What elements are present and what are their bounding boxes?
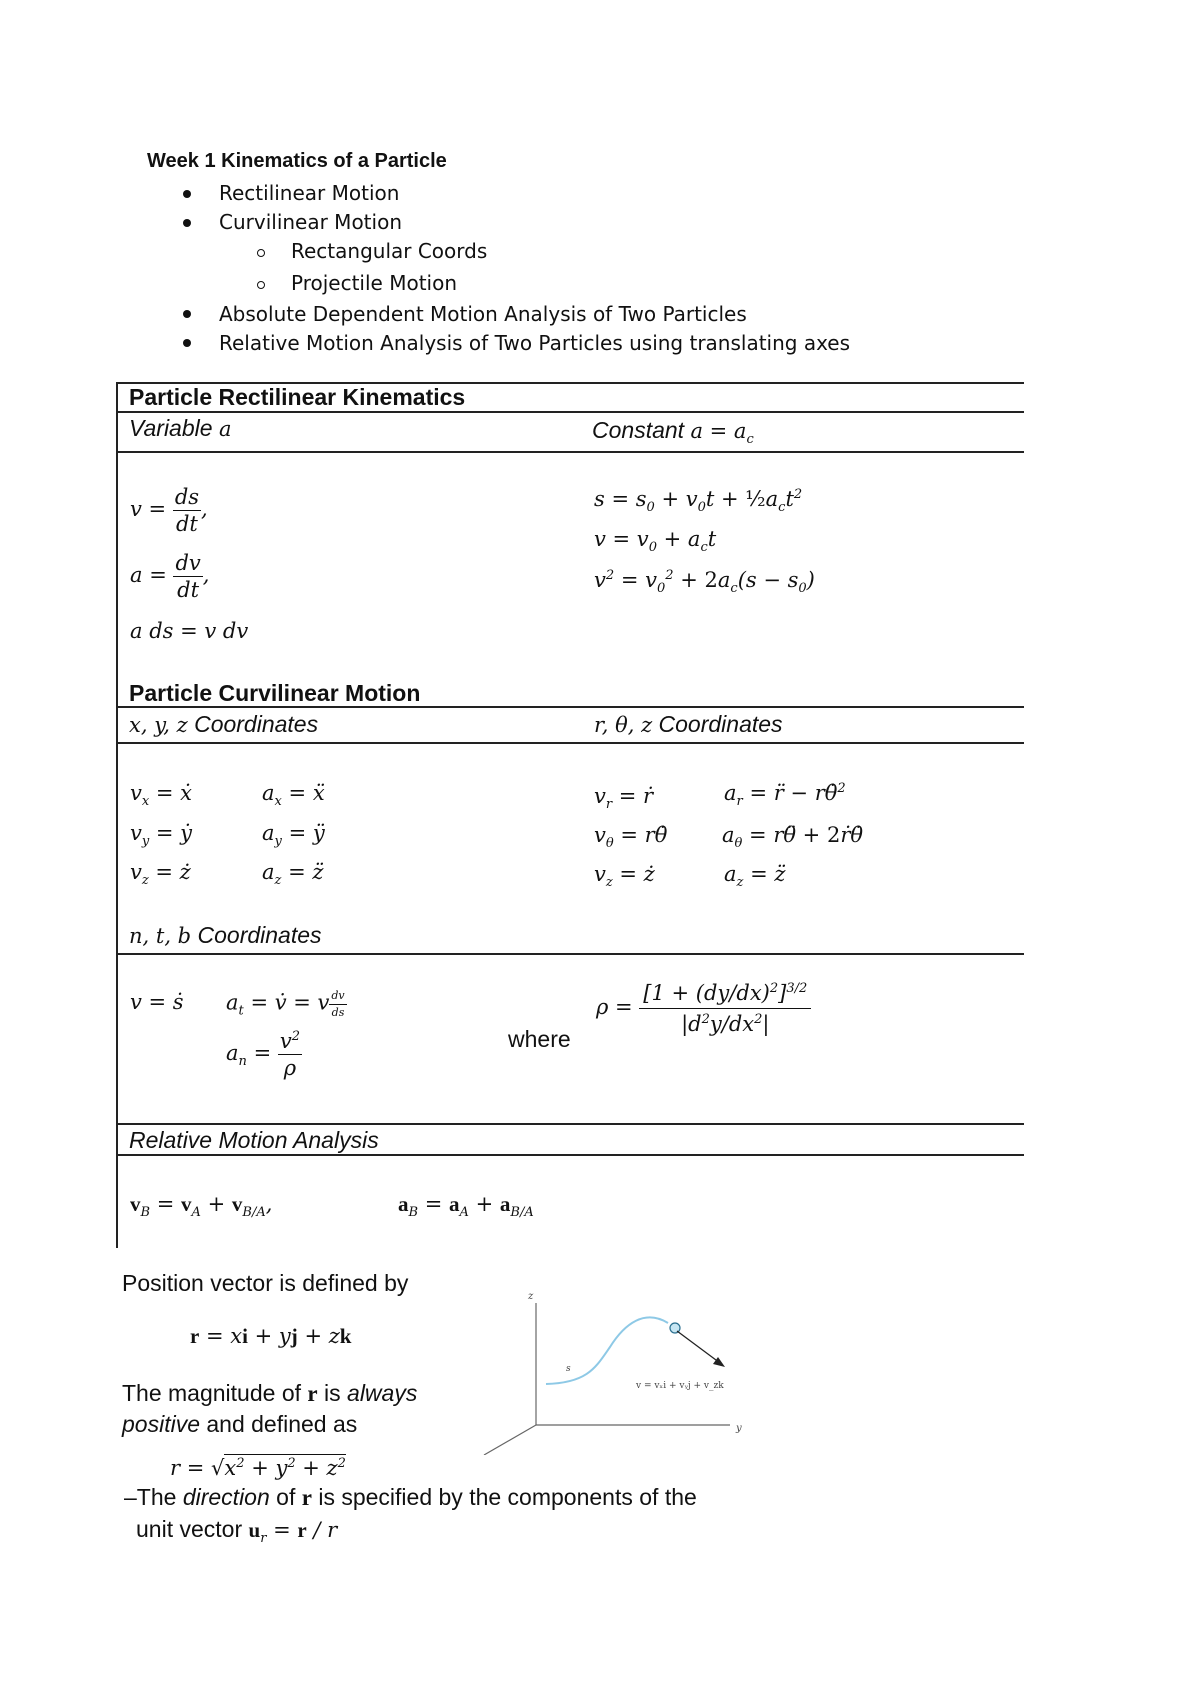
equation-ay: $a_y$ = ÿ: [262, 821, 325, 850]
magnitude-always: always: [347, 1380, 418, 1406]
table-rule: [116, 411, 1024, 413]
y-axis-label: y: [736, 1423, 742, 1434]
path-curve: [546, 1317, 668, 1384]
table-rule: [116, 953, 1024, 955]
equation-velocity: v = $\frac{ds}{dt}$ ,: [130, 485, 208, 537]
velocity-label: v = vₓi + vᵧj + v_zk: [636, 1381, 724, 1391]
outline-item: Absolute Dependent Motion Analysis of Two Particles: [219, 302, 747, 326]
z-axis-label: z: [528, 1291, 534, 1302]
direction-text-a: The: [136, 1484, 177, 1510]
equation-vr: $v_r$ = ṙ: [594, 784, 654, 813]
where-label: where: [508, 1026, 571, 1052]
variable-a-heading: [129, 415, 231, 442]
equation-position-constant: $s = s_0 + v_0t$ + $\frac{1}{2}a_ct^2$: [594, 487, 803, 516]
variable-symbol: a: [218, 417, 232, 441]
equation-az: $a_z$ = z̈: [262, 860, 324, 889]
equation-ax: $a_x$ = ẍ: [262, 781, 325, 810]
outline-item: Projectile Motion: [291, 271, 458, 295]
equation-at: $a_t$ = v̇ = v $\frac{dv}{ds}$: [226, 989, 345, 1019]
position-vector-text: Position vector is defined by: [122, 1270, 409, 1296]
equation-ads-vdv: a ds = v dv: [130, 619, 249, 643]
section-title-relative: Relative Motion Analysis: [129, 1127, 379, 1153]
bullet-icon: [183, 310, 191, 318]
outline-item: Curvilinear Motion: [219, 210, 402, 234]
direction-word: direction: [182, 1484, 270, 1510]
rtz-heading: r, θ, z Coordinates: [594, 711, 783, 737]
equation-vz-polar: $v_z$ = ż: [594, 862, 655, 891]
bullet-icon: [183, 190, 191, 198]
variable-label: Variable: [129, 415, 213, 441]
equation-velocity-constant: $v = v_0 + a_ct$: [594, 527, 717, 556]
table-rule: [116, 1154, 1024, 1156]
equation-acceleration: a = $\frac{dv}{dt}$ ,: [130, 551, 210, 603]
position-vector-figure: [470, 1285, 760, 1455]
section-title-curvilinear: Particle Curvilinear Motion: [129, 680, 421, 706]
magnitude-text-c: and defined as: [206, 1411, 358, 1437]
table-rule: [116, 451, 1024, 453]
equation-vz: $v_z$ = ż: [130, 860, 191, 889]
xyz-heading: x, y, z Coordinates: [129, 711, 319, 737]
table-rule: [116, 742, 1024, 744]
equation-ar: $a_r$ = r̈ − rθ̇$^2$: [724, 781, 846, 810]
constant-a-heading: Constant $a = a_c$: [592, 417, 754, 448]
circle-bullet-icon: [257, 249, 265, 257]
magnitude-text-line2: [122, 1411, 357, 1438]
unit-vector-label: unit vector: [136, 1516, 243, 1542]
equation-vy: $v_y$ = ẏ: [130, 821, 193, 850]
magnitude-text-a: The magnitude of: [122, 1380, 302, 1406]
equation-relative-acceleration: $a_B = a_A + a_{B/A}$: [398, 1192, 534, 1221]
outline-item: Rectangular Coords: [291, 239, 488, 263]
constant-label: Constant: [592, 417, 685, 443]
direction-r: r: [301, 1485, 312, 1510]
equation-magnitude: $r = √x^2 + y^2 + z^2$: [170, 1456, 346, 1480]
magnitude-text-b: is: [324, 1380, 341, 1406]
equation-velocity-squared: $v^2 = v_0^2 + 2a_c(s - s_0)$: [594, 568, 815, 597]
ntb-heading: n, t, b Coordinates: [129, 922, 322, 948]
equation-an: $a_n$ = $\frac{v^2}{\rho}$: [226, 1029, 301, 1081]
table-rule: [116, 1123, 1024, 1125]
equation-v-sdot: v = ṡ: [130, 990, 184, 1014]
magnitude-positive: positive: [122, 1411, 200, 1437]
unit-vector-text: unit vector $u_r = r / r$: [136, 1516, 338, 1547]
equation-position-vector: r = xi + yj + zk: [190, 1324, 352, 1348]
x-axis: [484, 1425, 536, 1455]
section-title-rectilinear: Particle Rectilinear Kinematics: [129, 384, 466, 410]
outline-item: Relative Motion Analysis of Two Particles using translating axes: [219, 331, 851, 355]
equation-radius-of-curvature: ρ = $\frac{[1 + (dy/dx)^2]^{3/2}}{|d^2y/dx^2|}$: [596, 982, 811, 1035]
equation-vx: $v_x$ = ẋ: [130, 781, 193, 810]
bullet-icon: [183, 219, 191, 227]
outline-item: Rectilinear Motion: [219, 181, 400, 205]
xyz-label: Coordinates: [194, 711, 319, 737]
bullet-icon: [183, 339, 191, 347]
velocity-vector: [677, 1331, 720, 1363]
ntb-label: Coordinates: [197, 922, 322, 948]
table-left-border: [116, 382, 118, 1248]
equation-vtheta: $v_\theta$ = rθ̇: [594, 823, 668, 852]
direction-text-c: is specified by the components of the: [318, 1484, 697, 1510]
circle-bullet-icon: [257, 281, 265, 289]
path-label: s: [566, 1364, 571, 1374]
equation-atheta: $a_\theta$ = rθ̈ + 2ṙθ̇: [722, 823, 864, 852]
equation-relative-velocity: $v_B = v_A + v_{B/A}$,: [130, 1192, 273, 1221]
equation-az-polar: $a_z$ = z̈: [724, 862, 786, 891]
magnitude-text-line1: [122, 1380, 417, 1407]
direction-text-b: of: [276, 1484, 296, 1510]
magnitude-r: r: [307, 1381, 318, 1406]
rtz-label: Coordinates: [658, 711, 783, 737]
page-title: Week 1 Kinematics of a Particle: [147, 150, 447, 172]
direction-text-line1: –The direction of r is specified by the components of the: [124, 1484, 697, 1510]
